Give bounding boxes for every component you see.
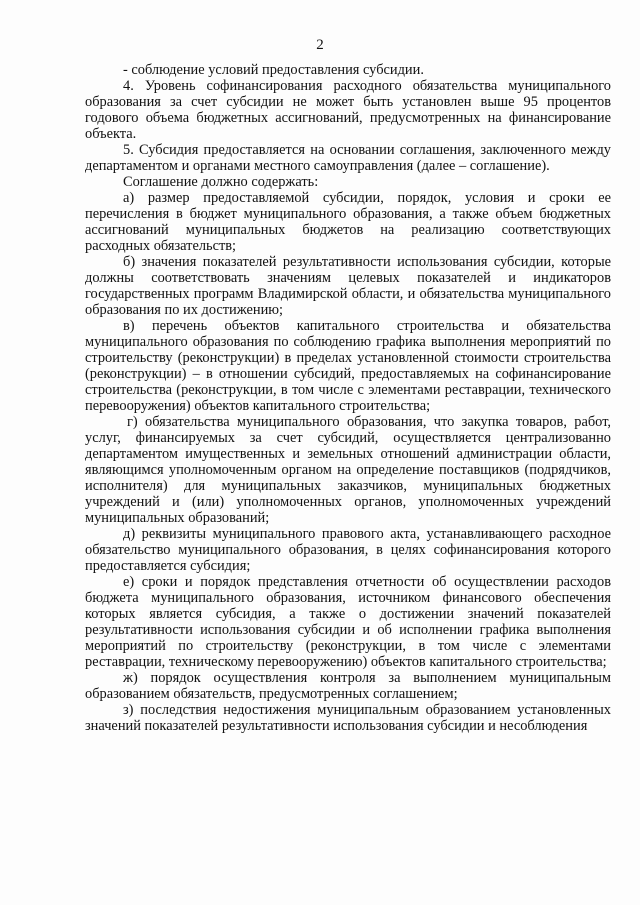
paragraph-subitem-b: б) значения показателей результативности использования субсидии, которые должны соответствовать значениям целевых показателей и индикаторов государственных программ Владимирской области, и обязательства муниципального образования по их достижению;	[85, 254, 611, 318]
paragraph-item-4: 4. Уровень софинансирования расходного обязательства муниципального образования за счет субсидии не может быть установлен выше 95 процентов годового объема бюджетных ассигнований, предусмотренных на финансирование объекта.	[85, 78, 611, 142]
paragraph-subitem-d: д) реквизиты муниципального правового акта, устанавливающего расходное обязательство муниципального образования, в целях софинансирования которого предоставляется субсидия;	[85, 526, 611, 574]
paragraph-subitem-v: в) перечень объектов капитального строительства и обязательства муниципального образования по соблюдению графика выполнения мероприятий по строительству (реконструкции) в пределах установленной стоимости строительства (реконструкции) – в отношении субсидий, предоставляемых на софинансирование строительства (реконструкции, в том числе с элементами реставрации, технического перевооружения) объектов капитального строительства;	[85, 318, 611, 414]
paragraph-subitem-z: з) последствия недостижения муниципальным образованием установленных значений показателей результативности использования субсидии и несоблюдения	[85, 702, 611, 734]
page-number: 2	[316, 37, 324, 53]
paragraph-subitem-zh: ж) порядок осуществления контроля за выполнением муниципальным образованием обязательств, предусмотренных соглашением;	[85, 670, 611, 702]
paragraph-agreement-intro: Соглашение должно содержать:	[123, 174, 319, 190]
paragraph-subitem-e: е) сроки и порядок представления отчетности об осуществлении расходов бюджета муниципального образования, источником финансового обеспечения которых является субсидия, а также о достижении значений показателей результативности использования субсидии и об исполнении графика выполнения мероприятий по строительству (реконструкции, в том числе с элементами реставрации, техническому перевооружению) объектов капитального строительства;	[85, 574, 611, 670]
document-body	[85, 62, 611, 734]
paragraph-subsidy-conditions: - соблюдение условий предоставления субсидии.	[123, 62, 424, 78]
paragraph-subitem-a: а) размер предоставляемой субсидии, порядок, условия и сроки ее перечисления в бюджет муниципального образования, а также объем бюджетных ассигнований муниципальных бюджетов на реализацию соответствующих расходных обязательств;	[85, 190, 611, 254]
paragraph-item-5: 5. Субсидия предоставляется на основании соглашения, заключенного между департаментом и органами местного самоуправления (далее – соглашение).	[85, 142, 611, 174]
paragraph-subitem-g: г) обязательства муниципального образования, что закупка товаров, работ, услуг, финансируемых за счет субсидий, осуществляется централизованно департаментом имущественных и земельных отношений администрации области, являющимся уполномоченным органом на определение поставщиков (подрядчиков, исполнителя) для муниципальных заказчиков, муниципальных бюджетных учреждений и (или) уполномоченных органов, уполномоченных учреждений муниципальных образований;	[85, 414, 611, 526]
